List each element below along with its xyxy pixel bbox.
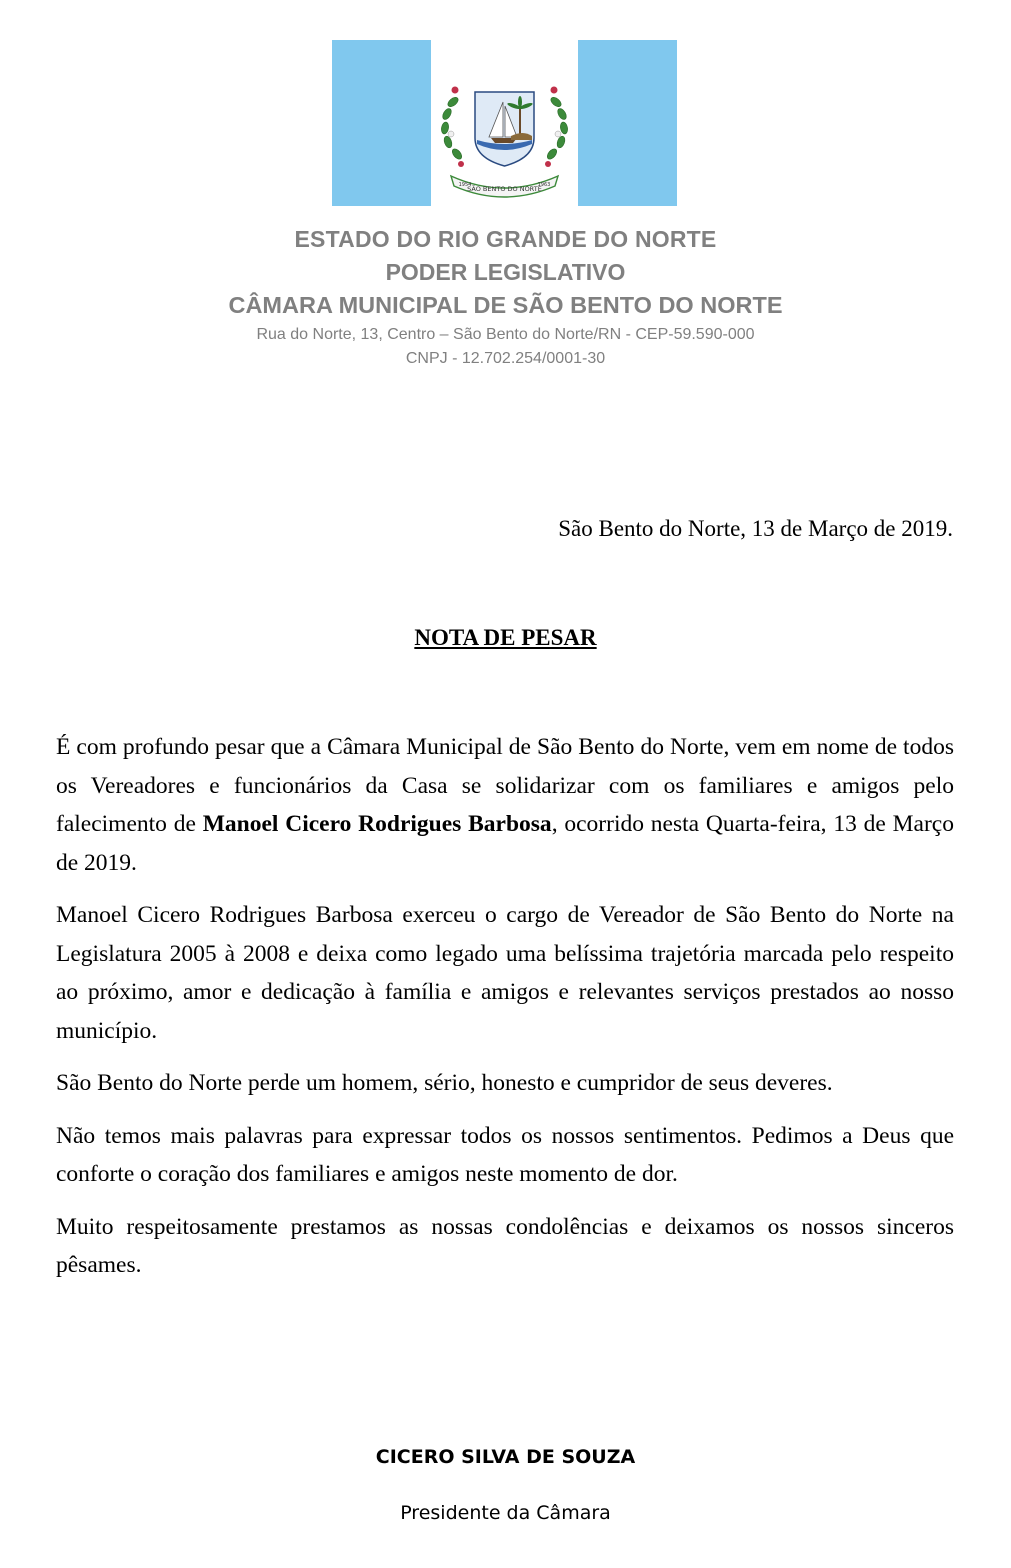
coat-of-arms-icon (431, 40, 578, 206)
header-chamber: CÂMARA MUNICIPAL DE SÃO BENTO DO NORTE (228, 292, 783, 318)
deceased-name: Manoel Cicero Rodrigues Barbosa (202, 811, 552, 837)
document-date: São Bento do Norte, 13 de Março de 2019. (558, 516, 953, 541)
coat-of-arms-ribbon-text: SÃO BENTO DO NORTE (467, 185, 542, 193)
flag-band-right (578, 40, 677, 206)
paragraph-4: Não temos mais palavras para expressar todos os nossos sentimentos. Pedimos a Deus que conforte o coração dos familiares e amigos neste momento de dor. (56, 1122, 954, 1187)
paragraph-2: Manoel Cicero Rodrigues Barbosa exerceu o cargo de Vereador de São Bento do Norte na Legislatura 2005 à 2008 e deixa como legado uma belíssima trajetória marcada pelo respeito ao próximo, amor e dedicação à família e amigos e relevantes serviços prestados ao nosso município. (56, 902, 954, 1044)
document-title: NOTA DE PESAR (414, 625, 597, 650)
header-cnpj: CNPJ - 12.702.254/0001-30 (405, 350, 606, 367)
coat-of-arms-year-right: 1963 (537, 182, 551, 188)
header-state: ESTADO DO RIO GRANDE DO NORTE (294, 226, 717, 252)
paragraph-1 (56, 728, 954, 882)
paragraph-1-end: , ocorrido nesta Quarta-feira, 13 de Março de 2019. (56, 811, 954, 876)
paragraph-3: São Bento do Norte perde um homem, sério, honesto e cumpridor de seus deveres. (56, 1070, 833, 1096)
municipal-flag (332, 40, 677, 206)
document-body (56, 728, 954, 1299)
header-address: Rua do Norte, 13, Centro – São Bento do Norte/RN - CEP-59.590-000 (256, 326, 755, 343)
signatory-role: Presidente da Câmara (400, 1502, 611, 1524)
signatory-name: CICERO SILVA DE SOUZA (375, 1446, 636, 1468)
header-power: PODER LEGISLATIVO (385, 259, 626, 285)
flag-band-left (332, 40, 431, 206)
paragraph-1-start: É com profundo pesar que a Câmara Municipal de São Bento do Norte, vem em nome de todos os Vereadores e funcionários da Casa se solidarizar com os familiares e amigos pelo falecimento de (56, 734, 954, 837)
paragraph-5: Muito respeitosamente prestamos as nossas condolências e deixamos os nossos sinceros pêsames. (56, 1213, 954, 1278)
coat-of-arms-year-left: 1954 (458, 182, 472, 188)
